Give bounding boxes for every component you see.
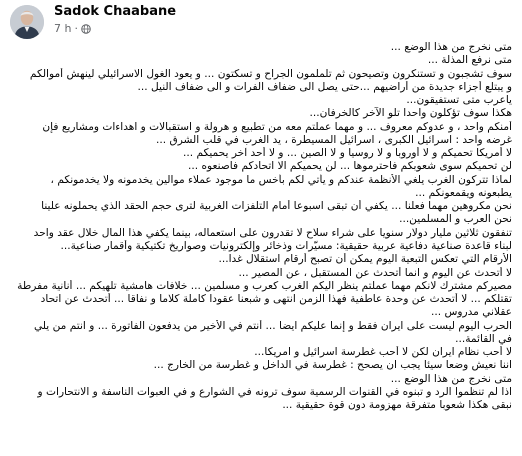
post-line: متى نخرج من هذا الوضع ... <box>390 372 512 385</box>
post-line: يطبعونه ويقمعونكم ... <box>415 186 512 199</box>
post-line: لا أمريكا تحميكم و لا أوروبا و لا روسيا و لا الصين ... و لا أحد آخر يحميكم ... <box>182 147 512 160</box>
post-line: نحن العرب و المسلمين... <box>399 213 512 226</box>
post-line: نحن مكروهين مهما فعلنا ... يكفي أن تبقى اسبوعا أمام التلفزات الغربية لترى حجم الحقد الذي يحملونه علينا <box>41 200 512 213</box>
post-line: اذا لم تنظموا الرد و تبنوه في القنوات الرسمية سوف ترونه في الشوارع و في العبوات الناسفة و الانتحارات و <box>37 385 512 398</box>
post-meta <box>54 22 91 35</box>
post-line: لن تحميكم سوى شعوبكم فاحترموها ... لن يحميكم الا اتحادكم فاصنعوه ... <box>187 160 512 173</box>
post-timestamp[interactable]: 7 h <box>54 22 72 35</box>
post-line: ياعرب متى تستفيقون... <box>406 94 512 107</box>
post-line: في القائمة... <box>455 332 512 345</box>
post-line: متى نرفع المذلة ... <box>427 54 512 67</box>
post-line: مصيركم مشترك لانكم مهما عملتم ينظر اليكم الغرب كعرب و مسلمين ... خلافات هامشية تلهيكم ... أنانية مفرطة <box>17 279 512 292</box>
post-line: لا أتحدث عن اليوم و انما أتحدث عن المستقبل ، عن المصير ... <box>238 266 512 279</box>
post-line: هكذا سوف تؤكلون واحدا تلو الآخر كالخرفان... <box>309 107 512 120</box>
post-line: تنفقون ثلاثين مليار دولار سنويا على شراء سلاح لا تقدرون على استعماله، بينما يكفي هذا المال خلال عقد واحد <box>33 226 512 239</box>
avatar-portrait-icon <box>10 5 44 39</box>
author-avatar[interactable] <box>10 5 44 39</box>
post-line: و يبتلع أجزاء جديدة من أراضيهم ...حتى يصل الى ضفاف الفرات و الى ضفاف النيل ... <box>137 80 512 93</box>
post-line: اننا نعيش وضعا سيئا يجب ان يصحح : غطرسة في الداخل و غطرسة من الخارج ... <box>153 359 512 372</box>
post-line: سوف تشجبون و تستنكرون وتصيحون ثم تلملمون الجراح و تسكتون ... و يعود الغول الاسرائيلي لينهش أموالكم <box>29 67 512 80</box>
meta-separator: · <box>74 22 78 35</box>
post-line: الأرقام التي تعكس التبعية اليوم يمكن أن تصبح أرقام استقلال غدا... <box>218 253 512 266</box>
post-line: الحرب اليوم ليست على ايران فقط و إنما عليكم ايضا ... أنتم في الأخير من يدفعون الفاتورة ... و انتم من يلي <box>33 319 512 332</box>
post-line: تقتلكم ... لا أتحدث عن وحدة عاطفية فهذا الزمن انتهى و شبعنا عقودا كاملة كلاما و نفاقا ... أتحدث عن اتحاد <box>40 293 512 306</box>
post-line: لماذا تتركون الغرب يلغي الأنظمة عندكم و يأتي لكم بأخس ما موجود عملاء موالين يخدمونه ولا يخدمونكم ، <box>50 173 512 186</box>
post-header <box>0 0 522 40</box>
post-line: لا أحب نظام ايران لكن لا أحب غطرسة اسرائيل و امريكا... <box>254 346 512 359</box>
post-line: غرضه واحد : اسرائيل الكبرى ، اسرائيل المسيطرة ، يد الغرب في قلب الشرق ... <box>156 133 512 146</box>
post-line: أمنكم واحد ، و عدوكم معروف ... و مهما عملتم معه من تطبيع و هرولة و استقبالات و اهداءات ومشاريع فإن <box>42 120 512 133</box>
post-line: نبقى هكذا شعوبا متفرقة مهزومة دون قوة حقيقية ... <box>282 399 512 412</box>
post-line: لبناء قاعدة صناعية دفاعية عربية حقيقية: مسيّرات وذخائر وإلكترونيات وصواريخ تكتيكية وأقمار صناعية... <box>60 239 512 252</box>
post-line: عقلاني مدروس ... <box>430 306 512 319</box>
post-body <box>10 41 512 412</box>
globe-icon <box>81 24 91 34</box>
post-line: متى نخرج من هذا الوضع ... <box>390 41 512 53</box>
author-name[interactable]: Sadok Chaabane <box>54 4 177 19</box>
